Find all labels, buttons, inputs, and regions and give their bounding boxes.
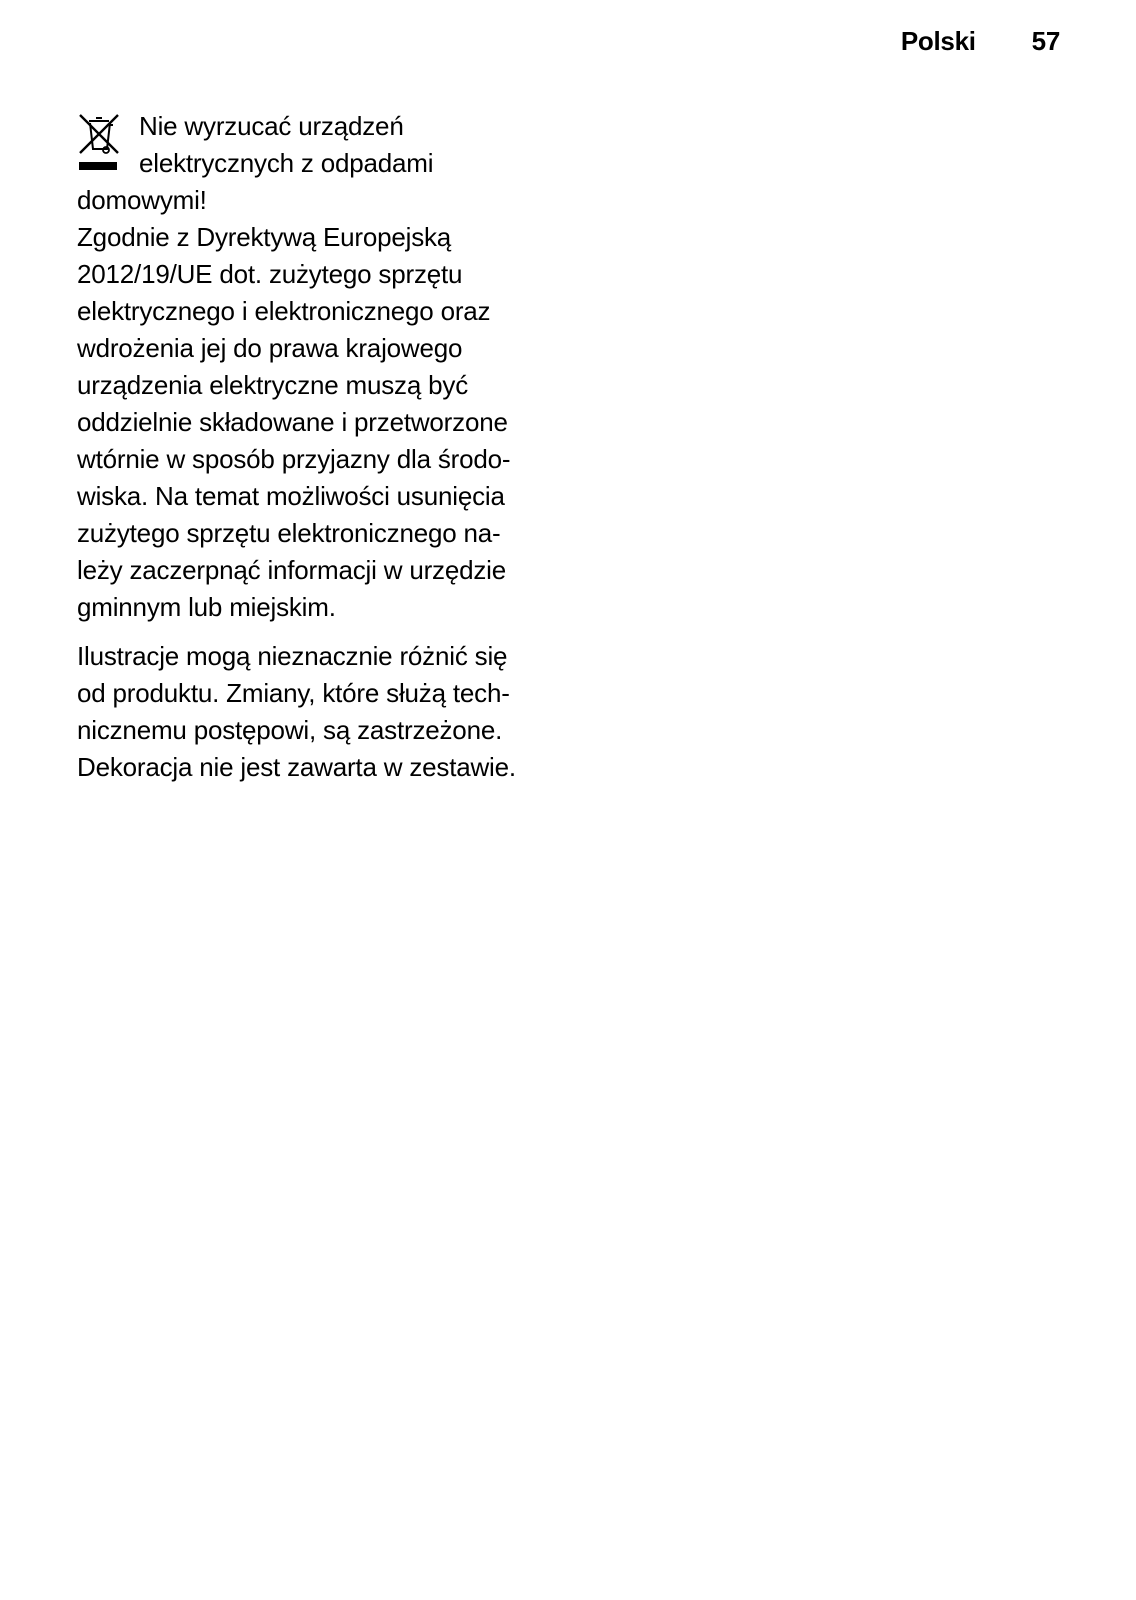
- text-line: wtórnie w sposób przyjazny dla środo-: [77, 444, 511, 474]
- disposal-directive-text: [77, 219, 547, 626]
- text-line: 2012/19/UE dot. zużytego sprzętu: [77, 259, 463, 289]
- text-line: domowymi!: [77, 185, 207, 215]
- text-line: wdrożenia jej do prawa krajowego: [77, 333, 463, 363]
- text-line: Zgodnie z Dyrektywą Europejską: [77, 222, 452, 252]
- text-line: nicznemu postępowi, są zastrzeżone.: [77, 715, 503, 745]
- illustration-disclaimer: [77, 638, 547, 786]
- text-line: oddzielnie składowane i przetworzone: [77, 407, 508, 437]
- text-line: urządzenia elektryczne muszą być: [77, 370, 469, 400]
- page-number: 57: [1031, 26, 1060, 56]
- disposal-warning: [77, 108, 547, 219]
- text-line: elektrycznych z odpadami: [139, 148, 434, 178]
- language-label: Polski: [900, 26, 976, 56]
- text-line: od produktu. Zmiany, które służą tech-: [77, 678, 510, 708]
- text-line: elektrycznego i elektronicznego oraz: [77, 296, 491, 326]
- text-line: zużytego sprzętu elektronicznego na-: [77, 518, 501, 548]
- page-header: [901, 26, 1060, 57]
- text-line: wiska. Na temat możliwości usunięcia: [77, 481, 505, 511]
- text-line: leży zaczerpnąć informacji w urzędzie: [77, 555, 506, 585]
- text-line: Ilustracje mogą nieznacznie różnić się: [77, 641, 508, 671]
- text-line: Nie wyrzucać urządzeń: [139, 111, 404, 141]
- crossed-out-wheelie-bin-icon: [77, 112, 123, 174]
- text-line: Dekoracja nie jest zawarta w zestawie.: [77, 752, 516, 782]
- text-line: gminnym lub miejskim.: [77, 592, 336, 622]
- page-content: [77, 108, 547, 786]
